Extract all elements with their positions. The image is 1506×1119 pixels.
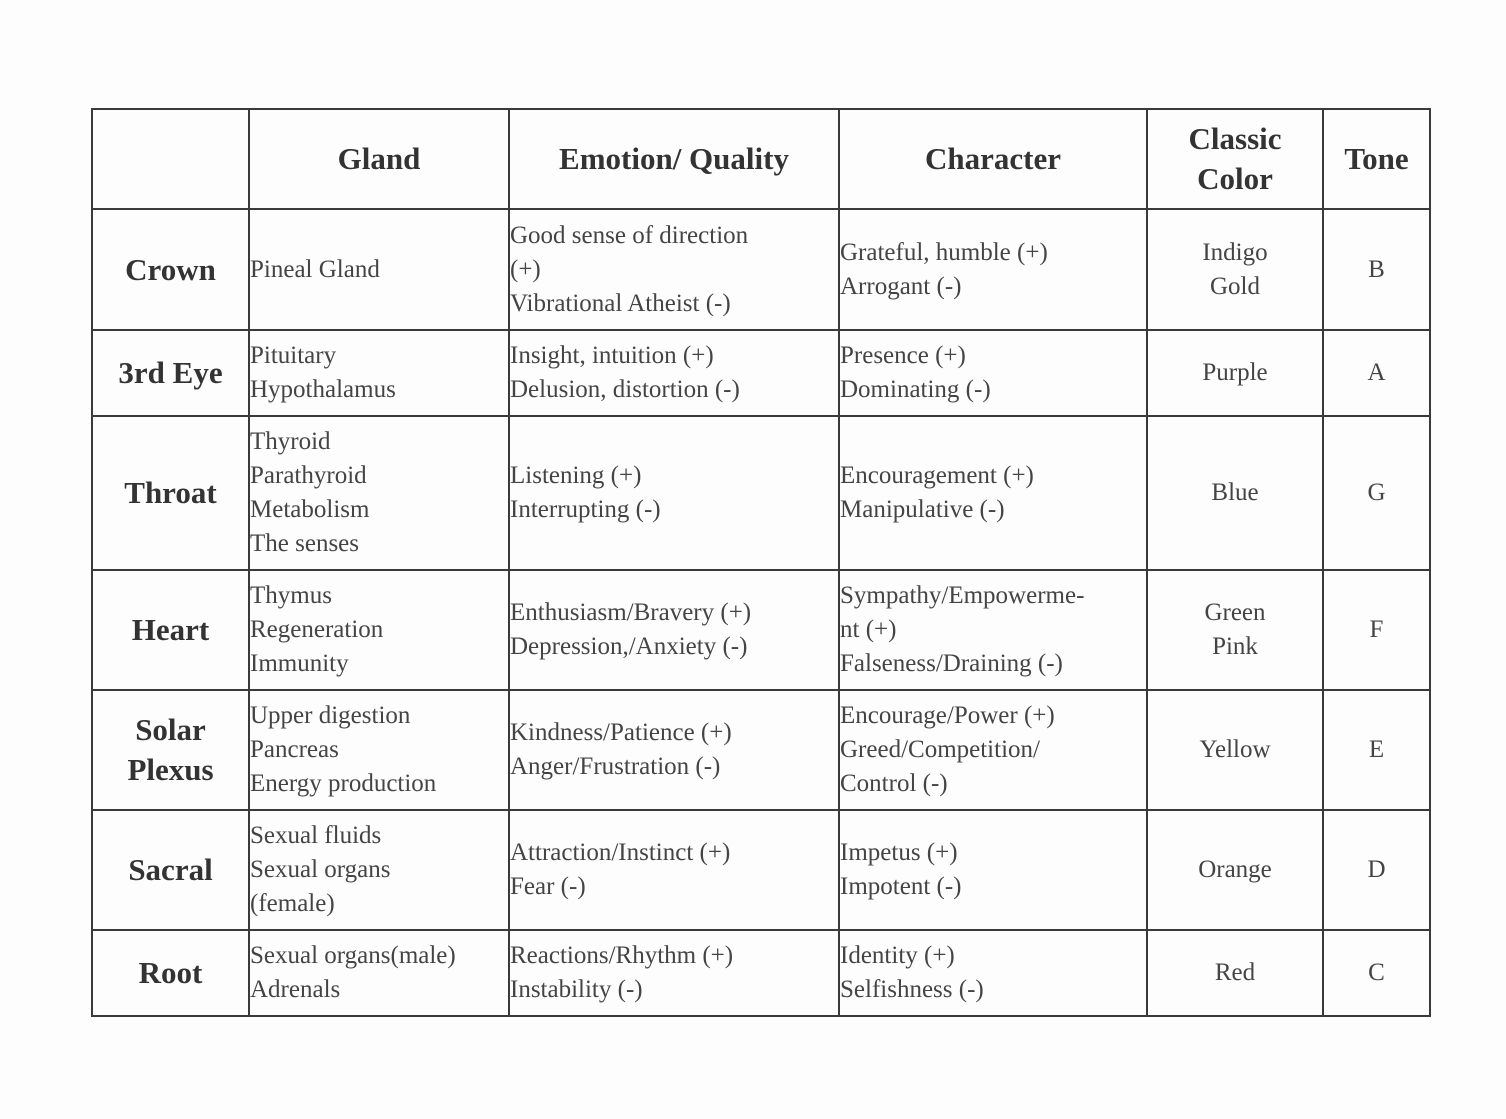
character-cell-line: Encouragement (+) bbox=[840, 462, 1034, 489]
emotion-cell-line: (+) bbox=[510, 255, 541, 283]
gland-cell-line: Regeneration bbox=[250, 616, 384, 643]
header-classic-color-line: Classic bbox=[1188, 121, 1282, 156]
gland-cell bbox=[249, 930, 509, 1016]
emotion-cell-line: Reactions/Rhythm (+) bbox=[510, 942, 734, 969]
emotion-cell bbox=[509, 930, 839, 1016]
color-cell bbox=[1147, 209, 1323, 330]
gland-cell-line: Metabolism bbox=[250, 496, 370, 523]
header-emotion-quality: Emotion/ Quality bbox=[509, 109, 839, 209]
header-tone: Tone bbox=[1323, 109, 1430, 209]
emotion-cell bbox=[509, 690, 839, 810]
character-cell-line: Falseness/Draining (-) bbox=[840, 650, 1063, 677]
emotion-cell-line: Vibrational Atheist (-) bbox=[510, 289, 731, 317]
color-cell-line: Pink bbox=[1212, 633, 1258, 660]
gland-cell bbox=[249, 570, 509, 690]
gland-cell-line: Pineal Gland bbox=[250, 255, 380, 283]
table-row bbox=[92, 209, 1430, 330]
color-cell-line: Green bbox=[1204, 599, 1266, 626]
character-cell-line: Manipulative (-) bbox=[840, 496, 1005, 523]
emotion-cell-line: Interrupting (-) bbox=[510, 496, 661, 523]
chakra-name-line: Throat bbox=[124, 475, 217, 510]
character-cell-line: Encourage/Power (+) bbox=[840, 702, 1055, 729]
gland-cell-line: Sexual organs(male) bbox=[250, 942, 456, 969]
emotion-cell bbox=[509, 810, 839, 930]
gland-cell bbox=[249, 416, 509, 570]
chakra-name bbox=[92, 690, 249, 810]
table-body bbox=[92, 209, 1430, 1016]
gland-cell-line: Upper digestion bbox=[250, 702, 411, 729]
table-row bbox=[92, 690, 1430, 810]
chakra-name-line: Heart bbox=[131, 612, 210, 647]
gland-cell-line: Pituitary bbox=[250, 342, 337, 369]
character-cell bbox=[839, 930, 1147, 1016]
tone-cell: E bbox=[1323, 690, 1430, 810]
chakra-name bbox=[92, 810, 249, 930]
gland-cell-line: Hypothalamus bbox=[250, 376, 396, 403]
table-row bbox=[92, 930, 1430, 1016]
tone-cell: C bbox=[1323, 930, 1430, 1016]
gland-cell-line: Sexual fluids bbox=[250, 822, 382, 849]
gland-cell bbox=[249, 330, 509, 416]
emotion-cell-line: Enthusiasm/Bravery (+) bbox=[510, 599, 752, 626]
emotion-cell-line: Listening (+) bbox=[510, 462, 642, 489]
character-cell-line: Control (-) bbox=[840, 770, 948, 797]
character-cell bbox=[839, 416, 1147, 570]
chakra-name-line: 3rd Eye bbox=[118, 355, 223, 390]
emotion-cell-line: Kindness/Patience (+) bbox=[510, 719, 732, 746]
chakra-name-line: Crown bbox=[125, 251, 216, 287]
header-gland: Gland bbox=[249, 109, 509, 209]
emotion-cell bbox=[509, 416, 839, 570]
chakra-name bbox=[92, 209, 249, 330]
header-classic-color bbox=[1147, 109, 1323, 209]
character-cell bbox=[839, 330, 1147, 416]
emotion-cell-line: Good sense of direction bbox=[510, 221, 749, 249]
gland-cell-line: Thymus bbox=[250, 582, 332, 609]
character-cell bbox=[839, 209, 1147, 330]
emotion-cell bbox=[509, 570, 839, 690]
character-cell bbox=[839, 570, 1147, 690]
gland-cell-line: Energy production bbox=[250, 770, 437, 797]
emotion-cell-line: Instability (-) bbox=[510, 976, 643, 1003]
character-cell bbox=[839, 690, 1147, 810]
tone-cell: B bbox=[1323, 209, 1430, 330]
character-cell bbox=[839, 810, 1147, 930]
gland-cell-line: Parathyroid bbox=[250, 462, 367, 489]
gland-cell-line: The senses bbox=[250, 530, 359, 557]
gland-cell bbox=[249, 810, 509, 930]
chakra-name bbox=[92, 930, 249, 1016]
header-classic-color-line: Color bbox=[1197, 161, 1273, 196]
gland-cell-line: Thyroid bbox=[250, 428, 331, 455]
color-cell bbox=[1147, 690, 1323, 810]
chakra-name-line: Sacral bbox=[128, 852, 213, 887]
gland-cell-line: Immunity bbox=[250, 650, 349, 677]
emotion-cell-line: Delusion, distortion (-) bbox=[510, 376, 740, 403]
emotion-cell-line: Anger/Frustration (-) bbox=[510, 753, 721, 780]
tone-cell: F bbox=[1323, 570, 1430, 690]
table-row bbox=[92, 810, 1430, 930]
character-cell-line: Dominating (-) bbox=[840, 376, 991, 403]
gland-cell-line: Pancreas bbox=[250, 736, 339, 763]
gland-cell-line: Sexual organs bbox=[250, 856, 391, 883]
character-cell-line: Sympathy/Empowerme- bbox=[840, 582, 1085, 609]
chakra-name bbox=[92, 416, 249, 570]
header-row bbox=[92, 109, 1430, 209]
table-row bbox=[92, 330, 1430, 416]
gland-cell bbox=[249, 690, 509, 810]
character-cell-line: Greed/Competition/ bbox=[840, 736, 1040, 763]
character-cell-line: Identity (+) bbox=[840, 942, 955, 969]
character-cell-line: Grateful, humble (+) bbox=[840, 238, 1048, 266]
table-row bbox=[92, 570, 1430, 690]
character-cell-line: Impetus (+) bbox=[840, 839, 958, 866]
color-cell bbox=[1147, 930, 1323, 1016]
character-cell-line: nt (+) bbox=[840, 616, 897, 643]
color-cell bbox=[1147, 810, 1323, 930]
color-cell-line: Red bbox=[1214, 959, 1256, 986]
header-empty bbox=[92, 109, 249, 209]
chakra-name-line: Plexus bbox=[127, 752, 214, 787]
chakra-name-line: Solar bbox=[135, 712, 206, 747]
color-cell-line: Gold bbox=[1210, 272, 1260, 300]
tone-cell: D bbox=[1323, 810, 1430, 930]
emotion-cell-line: Insight, intuition (+) bbox=[510, 342, 714, 369]
color-cell-line: Purple bbox=[1202, 359, 1268, 386]
gland-cell bbox=[249, 209, 509, 330]
color-cell-line: Blue bbox=[1211, 479, 1259, 506]
chakra-table bbox=[91, 108, 1431, 1017]
emotion-cell-line: Depression,/Anxiety (-) bbox=[510, 633, 748, 660]
emotion-cell-line: Fear (-) bbox=[510, 873, 586, 900]
color-cell-line: Indigo bbox=[1202, 238, 1268, 266]
tone-cell: A bbox=[1323, 330, 1430, 416]
gland-cell-line: Adrenals bbox=[250, 976, 341, 1003]
table-row bbox=[92, 416, 1430, 570]
color-cell bbox=[1147, 570, 1323, 690]
emotion-cell bbox=[509, 330, 839, 416]
color-cell-line: Orange bbox=[1198, 856, 1272, 883]
emotion-cell-line: Attraction/Instinct (+) bbox=[510, 839, 731, 866]
character-cell-line: Arrogant (-) bbox=[840, 272, 962, 300]
gland-cell-line: (female) bbox=[250, 890, 335, 917]
chakra-name bbox=[92, 330, 249, 416]
header-character: Character bbox=[839, 109, 1147, 209]
color-cell bbox=[1147, 416, 1323, 570]
character-cell-line: Impotent (-) bbox=[840, 873, 962, 900]
character-cell-line: Selfishness (-) bbox=[840, 976, 984, 1003]
color-cell-line: Yellow bbox=[1199, 736, 1271, 763]
emotion-cell bbox=[509, 209, 839, 330]
chakra-name-line: Root bbox=[138, 955, 203, 990]
character-cell-line: Presence (+) bbox=[840, 342, 966, 369]
chakra-name bbox=[92, 570, 249, 690]
color-cell bbox=[1147, 330, 1323, 416]
tone-cell: G bbox=[1323, 416, 1430, 570]
